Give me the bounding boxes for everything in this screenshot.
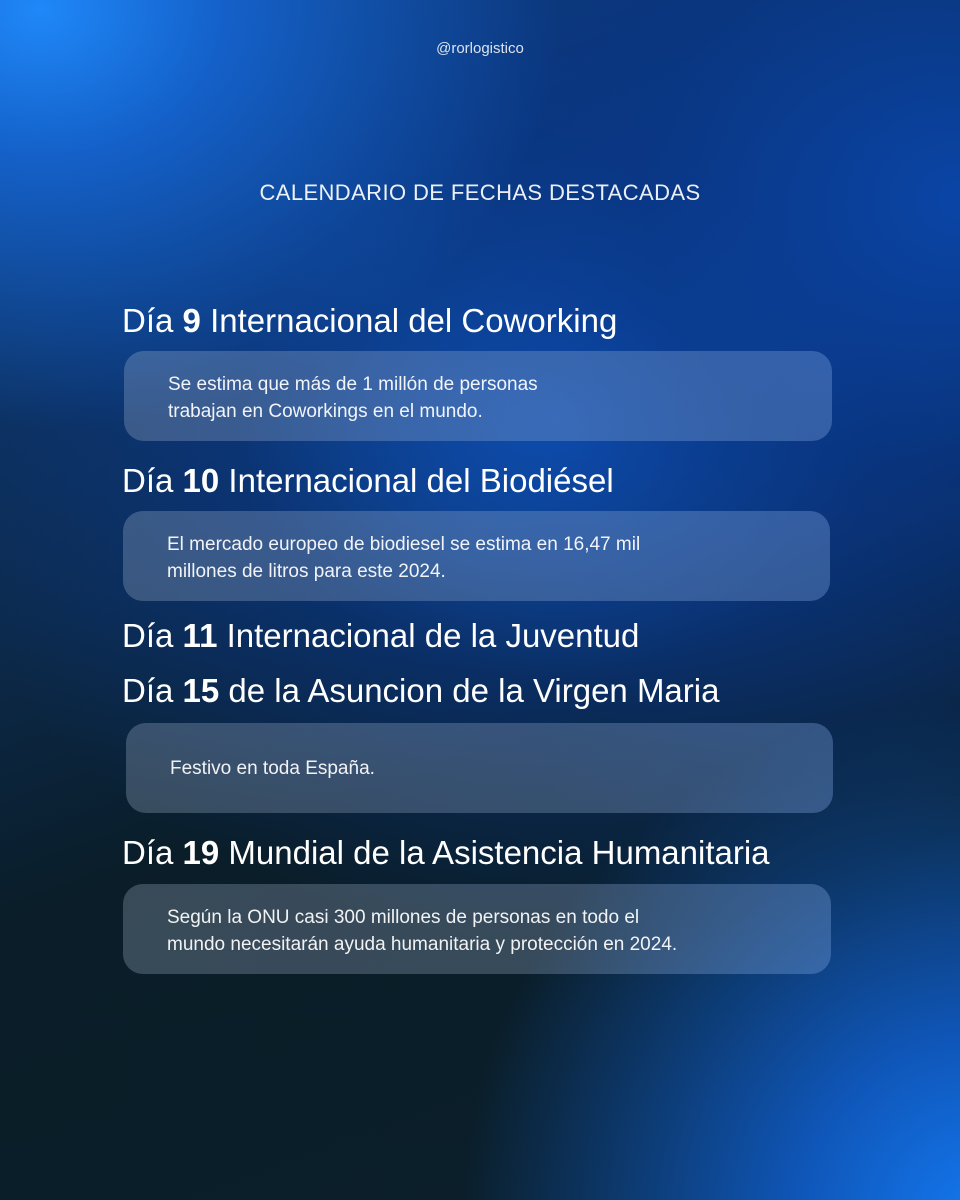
event-note-card [124, 351, 832, 441]
event-heading-day-10 [122, 462, 614, 500]
event-note-text: Según la ONU casi 300 millones de personas en todo el mundo necesitarán ayuda humanitaria y protección en 2024. [167, 907, 678, 955]
event-day-number: 10 [182, 462, 220, 499]
event-prefix: Día [122, 462, 174, 499]
event-note-card [126, 723, 833, 813]
event-note-text: Festivo en toda España. [170, 758, 375, 779]
page-title: CALENDARIO DE FECHAS DESTACADAS [259, 180, 701, 205]
event-name: Mundial de la Asistencia Humanitaria [228, 834, 770, 871]
event-note-card [123, 511, 830, 601]
event-name: Internacional del Biodiésel [228, 462, 614, 499]
event-day-number: 15 [182, 672, 220, 709]
event-name: Internacional de la Juventud [226, 617, 640, 654]
event-name: de la Asuncion de la Virgen Maria [228, 672, 720, 709]
event-day-number: 19 [182, 834, 220, 871]
event-heading-day-15 [122, 672, 719, 710]
event-note-text: Se estima que más de 1 millón de personas trabajan en Coworkings en el mundo. [168, 374, 538, 422]
event-note-card [123, 884, 831, 974]
event-prefix: Día [122, 834, 174, 871]
event-heading-day-19 [122, 834, 770, 872]
account-handle: @rorlogistico [436, 40, 524, 57]
event-prefix: Día [122, 617, 174, 654]
event-name: Internacional del Coworking [210, 302, 618, 339]
event-prefix: Día [122, 302, 174, 339]
event-prefix: Día [122, 672, 174, 709]
event-heading-day-11 [122, 617, 639, 655]
event-note-text: El mercado europeo de biodiesel se estima en 16,47 mil millones de litros para este 2024. [167, 534, 641, 582]
event-day-number: 9 [182, 302, 201, 339]
event-heading-day-9 [122, 302, 617, 340]
event-day-number: 11 [182, 617, 218, 654]
